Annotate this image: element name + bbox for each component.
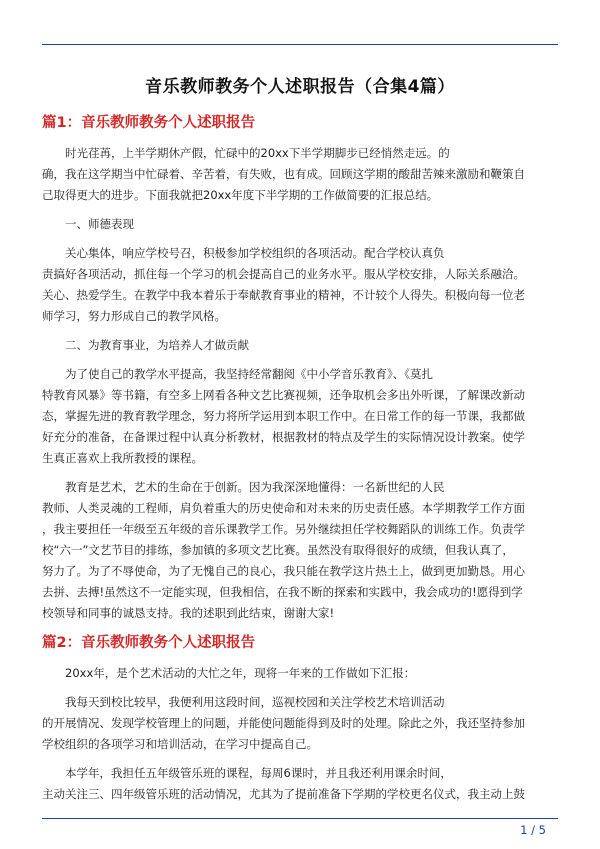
paragraph-line: 二、为教育事业，为培养人才做贡献 <box>65 338 249 352</box>
paragraph-line: 一、师德表现 <box>65 217 134 231</box>
paragraph-line: 关心集体，响应学校号召，积极参加学校组织的各项活动。配合学校认真负 <box>65 246 445 260</box>
paragraph-line: 本学年，我担任五年级管乐班的课程，每周6课时，并且我还利用课余时间， <box>65 766 452 780</box>
paragraph <box>42 663 558 684</box>
paragraph-line: 教师、人类灵魂的工程师，肩负着重大的历史使命和对未来的历史责任感。本学期教学工作方面 <box>42 501 525 515</box>
footer-rule <box>42 818 558 819</box>
paragraph <box>42 477 558 624</box>
paragraph-line: 主动关注三、四年级管乐班的活动情况，尤其为了提前准备下学期的学校更名仪式，我主动上鼓 <box>42 787 525 801</box>
section-heading: 篇2：音乐教师教务个人述职报告 <box>42 635 256 651</box>
paragraph <box>42 364 558 469</box>
paragraph-line: 责搞好各项活动，抓住每一个学习的机会提高自己的业务水平。服从学校安排，人际关系融洽。 <box>42 267 525 281</box>
document-title: 音乐教师教务个人述职报告（合集4篇） <box>145 77 455 97</box>
paragraph-line: 的开展情况、发现学校管理上的问题，并能使问题能得到及时的处理。除此之外，我还坚持参加 <box>42 716 525 730</box>
header-rule <box>42 44 558 45</box>
paragraph <box>42 692 558 755</box>
paragraph-line: 校领导和同事的诚恳支持。我的述职到此结束，谢谢大家! <box>42 606 335 620</box>
document-body <box>42 112 558 805</box>
paragraph-line: 师学习，努力形成自己的教学风格。 <box>42 309 226 323</box>
page-number: 1 / 5 <box>520 823 546 837</box>
paragraph-line: 为了使自己的教学水平提高，我坚持经常翻阅《中小学音乐教育》、《莫扎 <box>65 367 433 381</box>
paragraph-line: 学校组织的各项学习和培训活动，在学习中提高自己。 <box>42 737 318 751</box>
paragraph-line: 时光荏苒，上半学期休产假，忙碌中的20xx下半学期脚步已经悄然走远。的 <box>65 146 450 160</box>
paragraph <box>42 243 558 327</box>
paragraph-line: 我每天到校比较早，我便利用这段时间，巡视校园和关注学校艺术培训活动 <box>65 695 445 709</box>
paragraph-line: 20xx年，是个艺术活动的大忙之年，现将一年来的工作做如下汇报： <box>65 666 416 680</box>
paragraph-line: ，我主要担任一年级至五年级的音乐课教学工作。另外继续担任学校舞蹈队的训练工作。负责学 <box>42 522 525 536</box>
paragraph-line: 关心、热爱学生。在教学中我本着乐于奉献教育事业的精神，不计较个人得失。积极向每一位老 <box>42 288 525 302</box>
paragraph-line: 校“六一”文艺节目的排练，参加镇的多项文艺比赛。虽然没有取得很好的成绩，但我认真了， <box>42 543 514 557</box>
paragraph-line: 己取得更大的进步。下面我就把20xx年度下半学期的工作做简要的汇报总结。 <box>42 188 439 202</box>
paragraph-line: 努力了。为了不辱使命，为了无愧自己的良心，我只能在教学这片热土上，做到更加勤恳。用心 <box>42 564 525 578</box>
paragraph-line: 确，我在这学期当中忙碌着、辛苦着，有失败，也有成。回顾这学期的酸甜苦辣来激励和鞭策自 <box>42 167 525 181</box>
paragraph-line: 生真正喜欢上我所教授的课程。 <box>42 451 203 465</box>
paragraph-line: 去拼、去搏!虽然这不一定能实现，但我相信，在我不断的探索和实践中，我会成功的!愿得到学 <box>42 585 523 599</box>
paragraph-line: 好充分的准备，在备课过程中认真分析教材，根据教材的特点及学生的实际情况设计教案。使学 <box>42 430 525 444</box>
paragraph <box>42 763 558 805</box>
paragraph-line: 态，掌握先进的教育教学理念，努力将所学运用到本职工作中。在日常工作的每一节课，我都做 <box>42 409 525 423</box>
section-heading: 篇1：音乐教师教务个人述职报告 <box>42 115 256 131</box>
paragraph <box>42 143 558 206</box>
subheading <box>42 335 558 356</box>
paragraph-line: 特教育风暴》等书籍，有空多上网看各种文艺比赛视频，还争取机会多出外听课，了解课改新动 <box>42 388 525 402</box>
subheading <box>42 214 558 235</box>
paragraph-line: 教育是艺术，艺术的生命在于创新。因为我深深地懂得：一名新世纪的人民 <box>65 480 445 494</box>
